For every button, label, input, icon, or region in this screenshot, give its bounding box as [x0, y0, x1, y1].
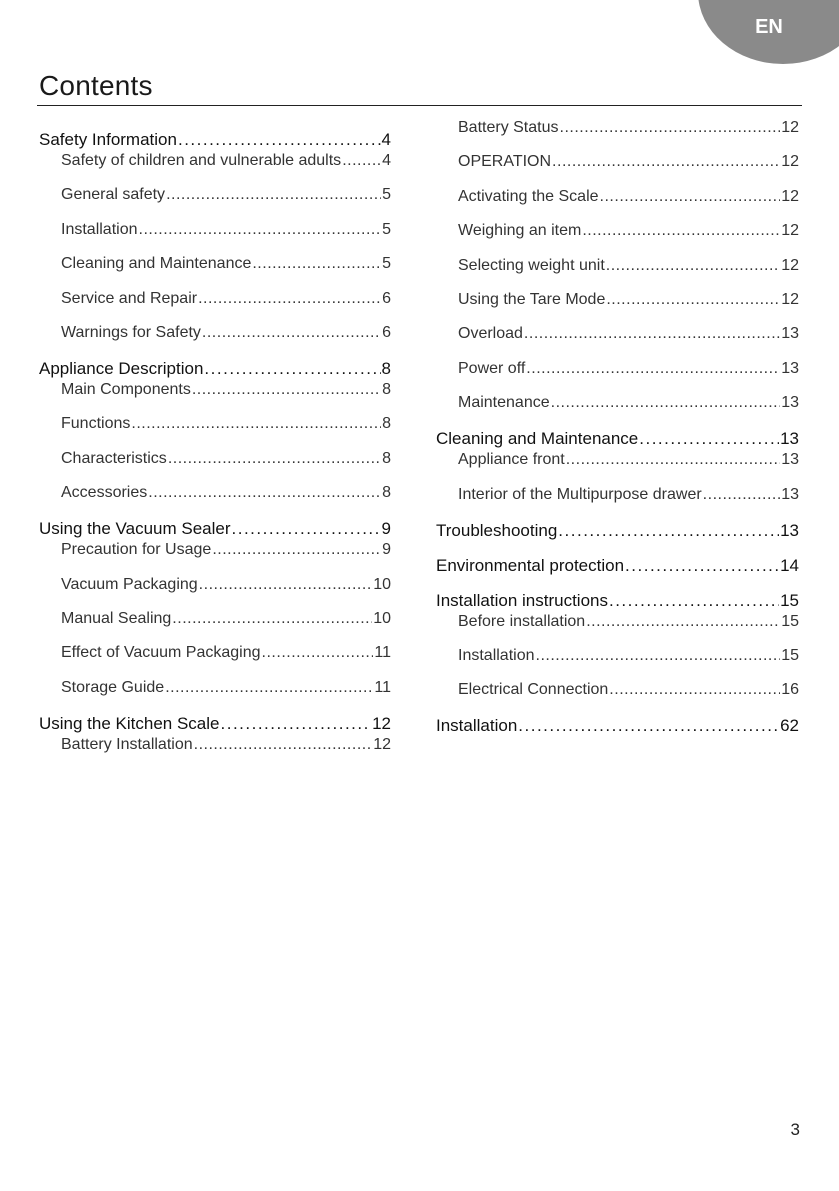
toc-entry-title: Environmental protection — [436, 555, 625, 575]
toc-dot-leader — [600, 188, 781, 206]
toc-entry-title: Using the Vacuum Sealer — [39, 519, 231, 539]
toc-entry-title: Cleaning and Maintenance — [61, 255, 252, 273]
toc-entry[interactable] — [39, 484, 391, 502]
toc-dot-leader — [552, 153, 780, 171]
toc-entry-page: 10 — [373, 575, 391, 593]
toc-dot-leader — [524, 325, 780, 343]
toc-entry-title: Power off — [458, 359, 526, 377]
toc-entry[interactable] — [436, 153, 799, 171]
toc-entry[interactable] — [39, 679, 391, 697]
toc-section[interactable] — [39, 714, 391, 734]
toc-dot-leader — [168, 450, 381, 468]
toc-entry-page: 13 — [781, 394, 799, 412]
toc-entry-title: General safety — [61, 186, 166, 204]
toc-section[interactable] — [436, 591, 799, 611]
toc-entry-page: 12 — [781, 119, 799, 136]
toc-entry-title: Appliance front — [458, 451, 565, 469]
language-label: EN — [755, 16, 783, 38]
toc-entry[interactable] — [436, 451, 799, 469]
toc-dot-leader — [194, 736, 373, 754]
toc-entry-page: 4 — [381, 130, 391, 149]
toc-dot-leader — [560, 119, 781, 137]
toc-dot-leader — [221, 714, 372, 734]
toc-dot-leader — [178, 130, 381, 150]
toc-entry[interactable] — [39, 644, 391, 662]
toc-entry-page: 9 — [381, 519, 391, 539]
toc-entry-page: 13 — [781, 359, 799, 377]
toc-dot-leader — [703, 486, 781, 504]
toc-entry-title: Using the Tare Mode — [458, 291, 606, 308]
toc-entry-page: 10 — [373, 610, 391, 627]
toc-entry[interactable] — [39, 576, 391, 594]
toc-entry[interactable] — [39, 610, 391, 628]
toc-entry-page: 12 — [781, 153, 799, 171]
toc-dot-leader — [262, 644, 374, 662]
toc-entry-page: 13 — [780, 429, 799, 449]
toc-entry-title: Weighing an item — [458, 222, 582, 240]
toc-entry[interactable] — [39, 255, 391, 273]
toc-entry-title: Precaution for Usage — [61, 541, 212, 559]
toc-entry-title: Manual Sealing — [61, 610, 172, 627]
toc-entry-title: Safety Information — [39, 130, 177, 149]
toc-entry-page: 8 — [382, 381, 391, 398]
toc-entry-page: 5 — [382, 220, 391, 238]
toc-entry-title: Main Components — [61, 381, 191, 398]
toc-entry-page: 12 — [781, 222, 799, 240]
toc-entry-title: Accessories — [61, 484, 148, 502]
title-divider — [37, 105, 802, 106]
toc-entry-page: 13 — [781, 485, 799, 503]
toc-section[interactable] — [436, 716, 799, 736]
toc-dot-leader — [526, 360, 780, 378]
toc-entry[interactable] — [39, 221, 391, 239]
toc-dot-leader — [609, 591, 779, 611]
toc-entry-page: 8 — [382, 484, 391, 502]
toc-dot-leader — [625, 556, 779, 576]
toc-entry-page: 16 — [781, 681, 799, 699]
toc-entry[interactable] — [436, 681, 799, 699]
toc-entry-title: Installation instructions — [436, 590, 608, 610]
toc-entry-page: 8 — [382, 449, 391, 467]
toc-entry[interactable] — [39, 381, 391, 399]
toc-entry-title: Battery Installation — [61, 735, 193, 753]
toc-entry[interactable] — [39, 736, 391, 754]
toc-entry-title: Battery Status — [458, 119, 559, 136]
toc-entry-title: Electrical Connection — [458, 681, 609, 699]
toc-dot-leader — [342, 152, 381, 170]
toc-entry-page: 12 — [781, 256, 799, 274]
page-title: Contents — [39, 70, 153, 101]
toc-entry-page: 8 — [382, 415, 391, 433]
toc-dot-leader — [551, 394, 781, 412]
toc-entry-page: 11 — [374, 644, 391, 662]
toc-entry-title: Functions — [61, 415, 131, 433]
toc-dot-leader — [609, 681, 780, 699]
toc-dot-leader — [586, 613, 780, 631]
toc-entry[interactable] — [39, 415, 391, 433]
toc-entry-title: Service and Repair — [61, 289, 198, 307]
toc-entry[interactable] — [436, 325, 799, 343]
toc-dot-leader — [606, 291, 780, 309]
toc-dot-leader — [606, 257, 780, 275]
toc-entry-page: 15 — [781, 612, 799, 630]
toc-entry-page: 12 — [373, 735, 391, 753]
toc-entry-title: Maintenance — [458, 394, 550, 412]
toc-entry-title: Overload — [458, 325, 523, 343]
toc-entry-title: Appliance Description — [39, 359, 204, 378]
toc-entry[interactable] — [39, 541, 391, 559]
toc-entry-title: Interior of the Multipurpose drawer — [458, 485, 702, 503]
toc-entry[interactable] — [39, 450, 391, 468]
toc-entry-title: OPERATION — [458, 153, 552, 171]
toc-dot-leader — [172, 610, 372, 628]
toc-dot-leader — [165, 679, 373, 697]
toc-dot-leader — [518, 716, 779, 736]
toc-entry-title: Activating the Scale — [458, 187, 599, 205]
toc-dot-leader — [232, 519, 381, 539]
toc-entry-title: Installation — [436, 716, 518, 736]
toc-entry-title: Storage Guide — [61, 678, 165, 696]
toc-entry[interactable] — [39, 290, 391, 308]
toc-entry[interactable] — [436, 257, 799, 275]
toc-entry-page: 11 — [374, 678, 391, 696]
toc-entry-title: Using the Kitchen Scale — [39, 713, 220, 733]
toc-entry-page: 5 — [382, 255, 391, 273]
toc-entry[interactable] — [39, 152, 391, 170]
toc-entry-page: 14 — [780, 555, 799, 575]
toc-entry[interactable] — [436, 291, 799, 309]
toc-entry-page: 6 — [382, 289, 391, 307]
page-number: 3 — [790, 1120, 800, 1139]
toc-entry-title: Warnings for Safety — [61, 324, 201, 341]
toc-section[interactable] — [39, 359, 391, 379]
toc-entry-page: 12 — [781, 291, 799, 308]
toc-dot-leader — [198, 290, 381, 308]
toc-entry-title: Cleaning and Maintenance — [436, 429, 639, 449]
toc-dot-leader — [148, 484, 381, 502]
toc-entry-title: Vacuum Packaging — [61, 575, 198, 593]
toc-entry[interactable] — [436, 188, 799, 206]
toc-dot-leader — [566, 451, 780, 469]
toc-dot-leader — [131, 415, 381, 433]
toc-dot-leader — [536, 647, 781, 665]
toc-entry[interactable] — [39, 324, 391, 342]
toc-section[interactable] — [436, 556, 799, 576]
toc-dot-leader — [639, 429, 779, 449]
toc-entry[interactable] — [39, 186, 391, 204]
toc-entry-page: 12 — [781, 187, 799, 205]
toc-entry-page: 4 — [382, 152, 391, 169]
toc-entry[interactable] — [436, 486, 799, 504]
toc-section[interactable] — [436, 429, 799, 449]
toc-entry-page: 9 — [382, 541, 391, 559]
toc-dot-leader — [192, 381, 381, 399]
toc-dot-leader — [166, 186, 381, 204]
toc-dot-leader — [252, 255, 381, 273]
toc-entry-title: Safety of children and vulnerable adults — [61, 152, 342, 169]
toc-dot-leader — [212, 541, 381, 559]
toc-section[interactable] — [39, 130, 391, 150]
toc-entry-page: 12 — [372, 713, 391, 733]
toc-entry-page: 6 — [382, 324, 391, 341]
toc-dot-leader — [204, 359, 380, 379]
toc-entry-page: 62 — [780, 716, 799, 736]
toc-entry-page: 5 — [382, 186, 391, 204]
toc-entry-page: 15 — [781, 647, 799, 664]
toc-entry-title: Before installation — [458, 612, 586, 630]
toc-entry-title: Installation — [61, 220, 138, 238]
toc-entry[interactable] — [436, 119, 799, 137]
toc-entry-title: Selecting weight unit — [458, 256, 605, 274]
toc-entry-title: Effect of Vacuum Packaging — [61, 644, 261, 662]
toc-entry[interactable] — [436, 222, 799, 240]
toc-dot-leader — [202, 324, 381, 342]
toc-entry-page: 13 — [781, 325, 799, 343]
toc-entry-page: 13 — [781, 451, 799, 469]
toc-section[interactable] — [39, 519, 391, 539]
toc-entry-title: Installation — [458, 647, 535, 664]
toc-entry[interactable] — [436, 613, 799, 631]
toc-entry-page: 13 — [780, 520, 799, 540]
toc-entry[interactable] — [436, 360, 799, 378]
toc-section[interactable] — [436, 521, 799, 541]
toc-entry-page: 8 — [381, 359, 391, 378]
toc-entry-title: Troubleshooting — [436, 520, 558, 540]
toc-dot-leader — [139, 221, 382, 239]
toc-entry[interactable] — [436, 647, 799, 665]
toc-entry-title: Characteristics — [61, 449, 167, 467]
toc-entry[interactable] — [436, 394, 799, 412]
toc-dot-leader — [558, 521, 779, 541]
toc-dot-leader — [199, 576, 373, 594]
toc-dot-leader — [582, 222, 780, 240]
toc-entry-page: 15 — [780, 590, 799, 610]
